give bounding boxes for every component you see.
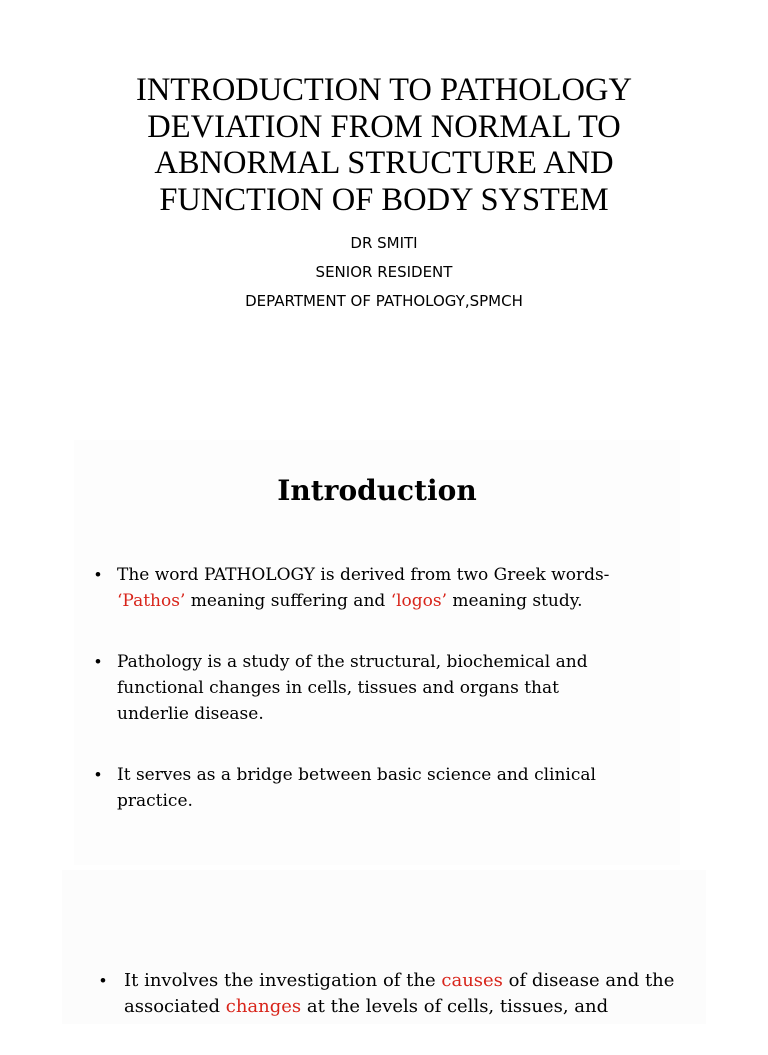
bullet-list — [62, 968, 682, 1055]
bullet-marker: • — [100, 971, 106, 990]
highlight-term-causes: causes — [441, 970, 503, 991]
bullet-item — [62, 968, 682, 1020]
bullet-text: It involves the investigation of the — [124, 970, 442, 991]
title-line: ABNORMAL STRUCTURE AND — [154, 145, 614, 181]
bullet-item — [74, 762, 634, 814]
bullet-marker: • — [95, 765, 101, 784]
highlight-term-pathos: ‘Pathos’ — [117, 591, 186, 611]
bullet-text: meaning suffering and — [185, 591, 391, 611]
bullet-list — [74, 562, 634, 849]
investigation-slide — [62, 870, 706, 1024]
title-line: INTRODUCTION TO PATHOLOGY — [136, 72, 632, 108]
slide-heading: Introduction — [277, 474, 477, 507]
bullet-item — [74, 562, 634, 614]
bullet-text: It serves as a bridge between basic science and clinical practice. — [117, 765, 596, 811]
bullet-marker: • — [95, 652, 101, 671]
title-line: FUNCTION OF BODY SYSTEM — [159, 181, 609, 218]
title-line: DEVIATION FROM NORMAL TO — [147, 108, 621, 145]
bullet-text: of disease and the associated — [124, 970, 675, 1017]
bullet-text: meaning study. — [447, 591, 583, 611]
bullet-text: The word PATHOLOGY is derived from two Greek words- — [117, 565, 610, 585]
bullet-marker: • — [95, 565, 101, 584]
author-name: DR SMITI — [350, 234, 418, 252]
slide-title — [0, 72, 768, 218]
highlight-term-logos: ‘logos’ — [390, 591, 448, 611]
slide-subtitle — [0, 229, 768, 316]
bullet-text: Pathology is a study of the structural, biochemical and functional changes in cells, tissues and organs that underlie disease. — [117, 652, 588, 724]
bullet-item — [74, 649, 634, 727]
highlight-term-changes: changes — [225, 996, 302, 1017]
introduction-slide — [74, 440, 680, 865]
title-slide — [0, 0, 768, 430]
author-department: DEPARTMENT OF PATHOLOGY,SPMCH — [245, 292, 523, 310]
bullet-text: at the levels of cells, tissues, and — [301, 996, 609, 1017]
author-role: SENIOR RESIDENT — [315, 263, 453, 281]
